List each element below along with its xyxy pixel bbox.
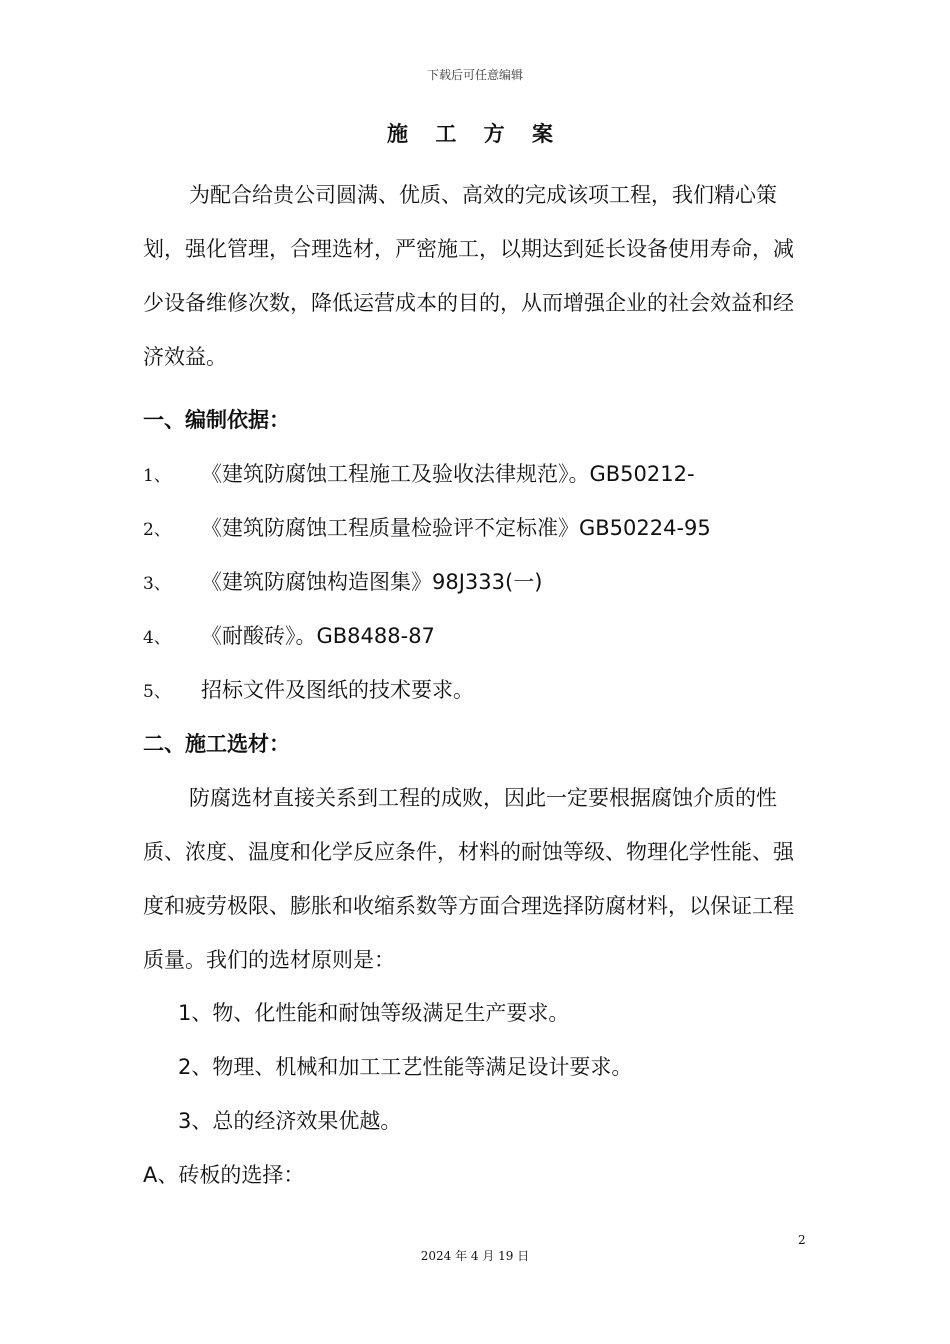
basis-item-1 bbox=[143, 459, 695, 491]
basis-item-1-number: 1、 bbox=[143, 466, 171, 486]
basis-item-5 bbox=[143, 675, 474, 707]
basis-item-2 bbox=[143, 513, 711, 545]
basis-item-5-number: 5、 bbox=[143, 682, 171, 702]
section1-heading: 一、编制依据： bbox=[143, 408, 290, 432]
basis-item-5-text: 招标文件及图纸的技术要求。 bbox=[201, 678, 474, 702]
principle-3: 3、总的经济效果优越。 bbox=[178, 1109, 402, 1133]
basis-item-4-number: 4、 bbox=[143, 628, 171, 648]
basis-item-2-text: 《建筑防腐蚀工程质量检验评不定标准》GB50224-95 bbox=[201, 516, 711, 540]
basis-item-4-text: 《耐酸砖》。GB8488-87 bbox=[201, 624, 435, 648]
basis-item-2-number: 2、 bbox=[143, 520, 171, 540]
principle-2: 2、物理、机械和加工工艺性能等满足设计要求。 bbox=[178, 1055, 633, 1079]
subsection-a-heading: A、砖板的选择： bbox=[143, 1163, 305, 1187]
principle-1: 1、物、化性能和耐蚀等级满足生产要求。 bbox=[178, 1001, 570, 1025]
footer-date: 2024 年 4 月 19 日 bbox=[420, 1249, 530, 1263]
basis-item-3-number: 3、 bbox=[143, 574, 171, 594]
document-title: 施 工 方 案 bbox=[387, 122, 563, 146]
selection-text: 防腐选材直接关系到工程的成败，因此一定要根据腐蚀介质的性质、浓度、温度和化学反应条件，材料的耐蚀等级、物理化学性能、强度和疲劳极限、膨胀和收缩系数等方面合理选择防腐材料，以保证工程质量。我们的选材原则是： bbox=[143, 786, 794, 972]
page-number: 2 bbox=[798, 1233, 806, 1247]
basis-item-3-text: 《建筑防腐蚀构造图集》98J333(一) bbox=[201, 570, 543, 594]
selection-paragraph bbox=[143, 771, 811, 987]
section2-heading: 二、施工选材： bbox=[143, 732, 290, 756]
intro-text: 为配合给贵公司圆满、优质、高效的完成该项工程，我们精心策划，强化管理，合理选材，严密施工，以期达到延长设备使用寿命，减少设备维修次数，降低运营成本的目的，从而增强企业的社会效益和经济效益。 bbox=[143, 183, 794, 369]
basis-item-1-text: 《建筑防腐蚀工程施工及验收法律规范》。GB50212- bbox=[201, 462, 695, 486]
header-note: 下载后可任意编辑 bbox=[426, 68, 523, 82]
basis-item-4 bbox=[143, 621, 435, 653]
intro-paragraph bbox=[143, 168, 811, 384]
basis-item-3 bbox=[143, 567, 542, 599]
